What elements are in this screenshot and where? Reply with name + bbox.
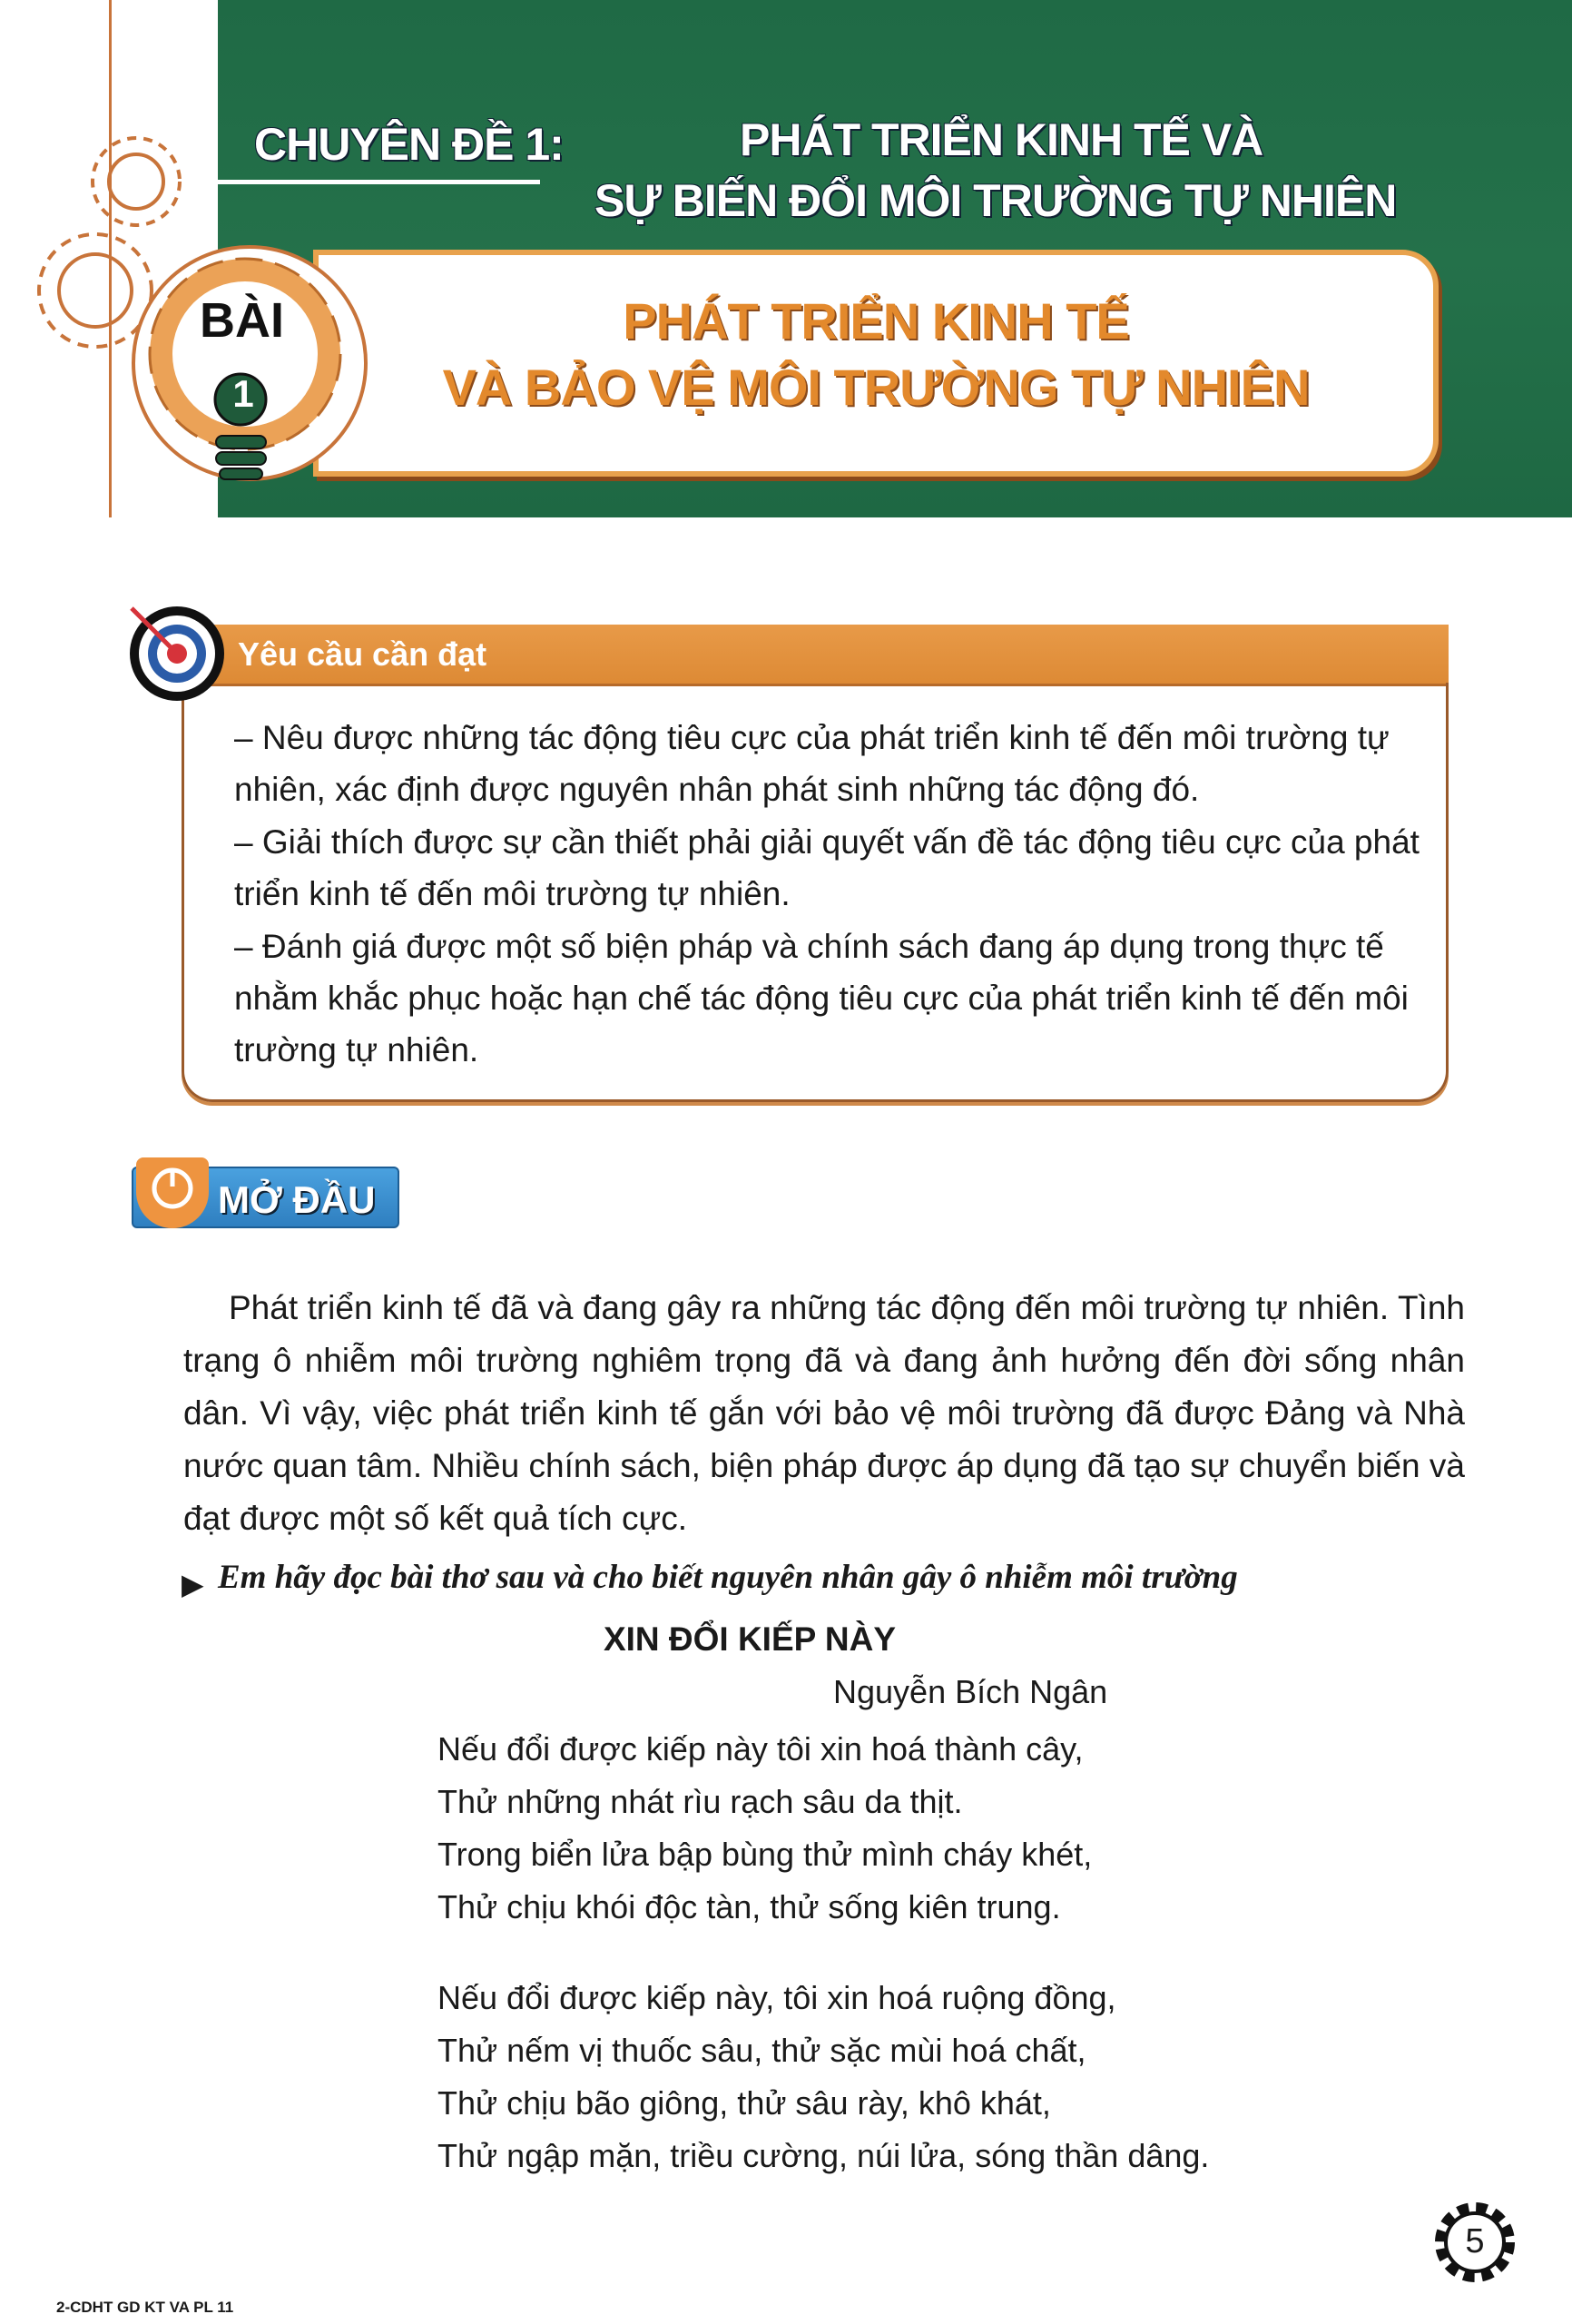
footer-code: 2-CDHT GD KT VA PL 11 bbox=[56, 2299, 234, 2316]
topic-label: CHUYÊN ĐỀ 1: bbox=[254, 119, 564, 170]
poem-line: Trong biển lửa bập bùng thử mình cháy khét, bbox=[437, 1836, 1093, 1873]
requirement-item: – Đánh giá được một số biện pháp và chính sách đang áp dụng trong thực tế nhằm khắc phục hoặc hạn chế tác động tiêu cực của phát triển kinh tế đến môi trường tự nhiên. bbox=[234, 928, 1409, 1068]
lesson-title-line2: VÀ BẢO VỆ MÔI TRƯỜNG TỰ NHIÊN bbox=[442, 359, 1310, 416]
poem-line: Thử nếm vị thuốc sâu, thử sặc mùi hoá chất, bbox=[437, 2032, 1086, 2069]
requirement-item: – Giải thích được sự cần thiết phải giải quyết vấn đề tác động tiêu cực của phát triển kinh tế đến môi trường tự nhiên. bbox=[234, 823, 1420, 912]
intro-badge-label: MỞ ĐẦU bbox=[218, 1178, 376, 1221]
lesson-title-line1: PHÁT TRIỂN KINH TẾ bbox=[623, 292, 1129, 350]
poem-line: Nếu đổi được kiếp này, tôi xin hoá ruộng đồng, bbox=[437, 1979, 1116, 2016]
topic-title-line1: PHÁT TRIỂN KINH TẾ VÀ bbox=[740, 114, 1263, 165]
lesson-number: 1 bbox=[232, 372, 254, 415]
lesson-title-banner bbox=[313, 250, 1439, 477]
play-triangle-icon: ▶ bbox=[182, 1568, 204, 1600]
intro-prompt: Em hãy đọc bài thơ sau và cho biết nguyên nhân gây ô nhiễm môi trường bbox=[218, 1559, 1238, 1596]
poem-line: Nếu đổi được kiếp này tôi xin hoá thành cây, bbox=[437, 1730, 1084, 1768]
poem-line: Thử những nhát rìu rạch sâu da thịt. bbox=[437, 1783, 963, 1820]
poem-title: XIN ĐỔI KIẾP NÀY bbox=[603, 1620, 897, 1658]
poem-line: Thử chịu khói độc tàn, thử sống kiên trung. bbox=[437, 1888, 1061, 1925]
requirements-heading: Yêu cầu cần đạt bbox=[238, 635, 487, 673]
poem-author: Nguyễn Bích Ngân bbox=[833, 1673, 1108, 1710]
intro-paragraph: Phát triển kinh tế đã và đang gây ra những tác động đến môi trường tự nhiên. Tình trạng ô nhiễm môi trường nghiêm trọng đã và đang ảnh hưởng đến đời sống nhân dân. Vì vậy, việc phát triển kinh tế gắn với bảo vệ môi trường đã được Đảng và Nhà nước quan tâm. Nhiều chính sách, biện pháp được áp dụng đã tạo sự chuyển biến và đạt được một số kết quả tích cực. bbox=[183, 1289, 1465, 1537]
topic-title-line2: SỰ BIẾN ĐỔI MÔI TRƯỜNG TỰ NHIÊN bbox=[594, 175, 1397, 226]
page-number: 5 bbox=[1465, 2222, 1485, 2260]
poem-line: Thử ngập mặn, triều cường, núi lửa, sóng thần dâng. bbox=[437, 2137, 1210, 2174]
topic-underline bbox=[218, 180, 540, 184]
lesson-label: BÀI bbox=[200, 293, 284, 348]
target-icon bbox=[123, 597, 231, 706]
requirement-item: – Nêu được những tác động tiêu cực của phát triển kinh tế đến môi trường tự nhiên, xác định được nguyên nhân phát sinh những tác động đó. bbox=[234, 719, 1390, 808]
poem-line: Thử chịu bão giông, thử sâu rày, khô khát, bbox=[437, 2084, 1051, 2122]
power-icon bbox=[136, 1157, 209, 1228]
